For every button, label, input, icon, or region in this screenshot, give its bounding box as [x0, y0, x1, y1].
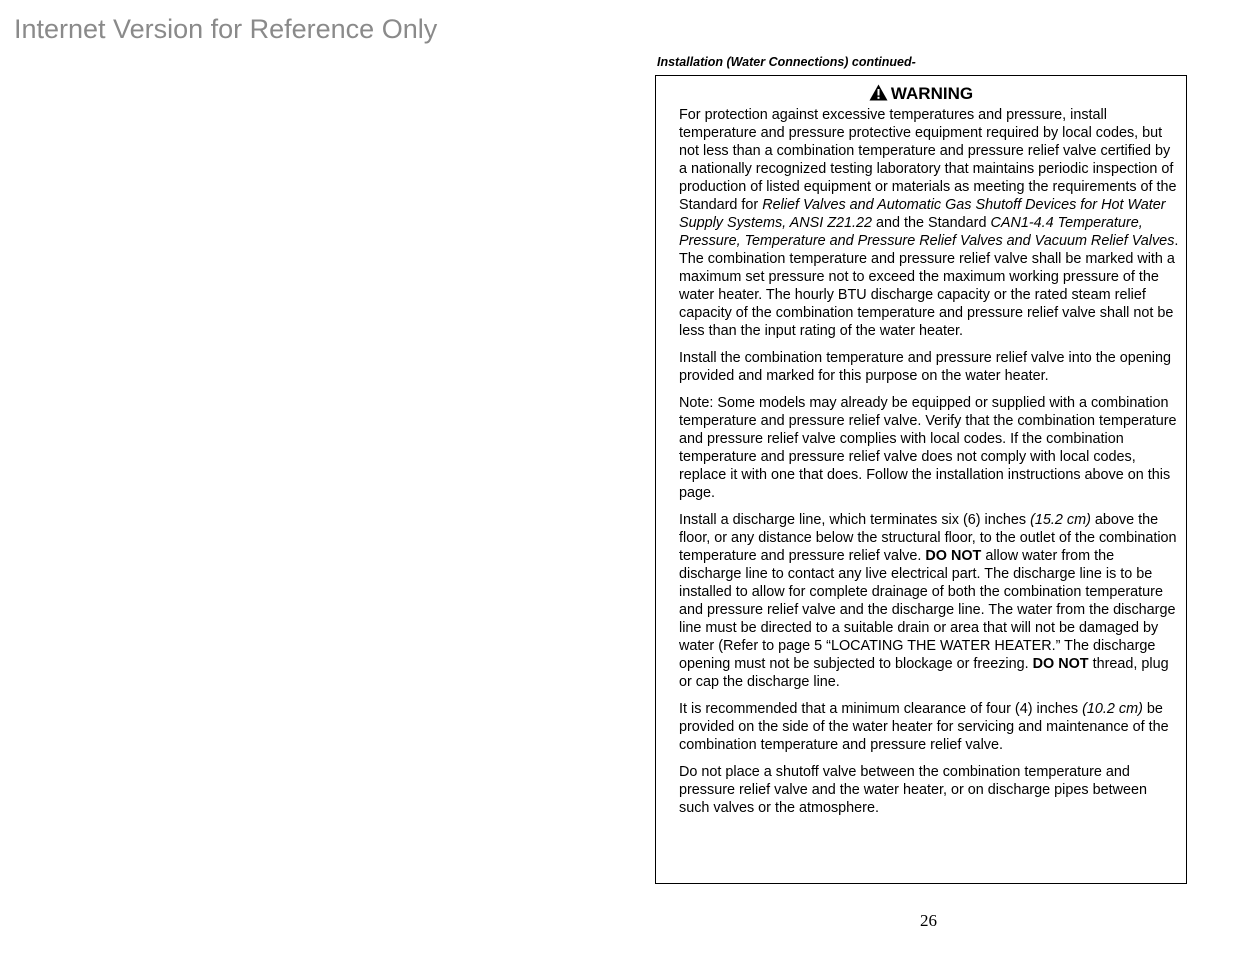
paragraph-discharge-line: Install a discharge line, which terminates six (6) inches (15.2 cm) above the floor, or any distance below the structural floor, to the outlet of the combination temperature and pressure relief valve. DO NOT allow water from the discharge line to contact any live electrical part. The discharge line is to be installed to allow for complete drainage of both the combination temperature and pressure relief valve and the discharge line. The water from the discharge line must be directed to a suitable drain or area that will not be damaged by water (Refer to page 5 “LOCATING THE WATER HEATER.” The discharge opening must not be subjected to blockage or freezing. DO NOT thread, plug or cap the discharge line. [679, 512, 1177, 690]
page-number: 26 [920, 911, 937, 930]
warning-box [655, 75, 1187, 884]
paragraph-tp-valve-requirements: For protection against excessive temperatures and pressure, install temperature and pressure protective equipment required by local codes, but not less than a combination temperature and pressure relief valve certified by a nationally recognized testing laboratory that maintains periodic inspection of production of listed equipment or materials as meeting the requirements of the Standard for Relief Valves and Automatic Gas Shutoff Devices for Hot Water Supply Systems, ANSI Z21.22 and the Standard CAN1-4.4 Temperature, Pressure, Temperature and Pressure Relief Valves and Vacuum Relief Valves. The combination temperature and pressure relief valve shall be marked with a maximum set pressure not to exceed the maximum working pressure of the water heater. The hourly BTU discharge capacity or the rated steam relief capacity of the combination temperature and pressure relief valve shall not be less than the input rating of the water heater. [679, 107, 1179, 339]
warning-title-text: WARNING [890, 84, 974, 103]
paragraph-shutoff-valve: Do not place a shutoff valve between the combination temperature and pressure relief valve and the water heater, or on discharge pipes between such valves or the atmosphere. [679, 764, 1147, 816]
warning-content [679, 106, 1180, 826]
section-heading: Installation (Water Connections) continued- [657, 55, 916, 69]
warning-title [656, 84, 1186, 104]
paragraph-note: Note: Some models may already be equipped or supplied with a combination temperature and pressure relief valve. Verify that the combination temperature and pressure relief valve complies with local codes. If the combination temperature and pressure relief valve does not comply with local codes, replace it with one that does. Follow the installation instructions above on this page. [679, 395, 1177, 501]
watermark-text: Internet Version for Reference Only [14, 14, 438, 44]
paragraph-clearance: It is recommended that a minimum clearance of four (4) inches (10.2 cm) be provided on the side of the water heater for servicing and maintenance of the combination temperature and pressure relief valve. [679, 701, 1169, 753]
paragraph-install-valve: Install the combination temperature and pressure relief valve into the opening provided and marked for this purpose on the water heater. [679, 350, 1171, 384]
warning-triangle-icon [869, 84, 888, 101]
